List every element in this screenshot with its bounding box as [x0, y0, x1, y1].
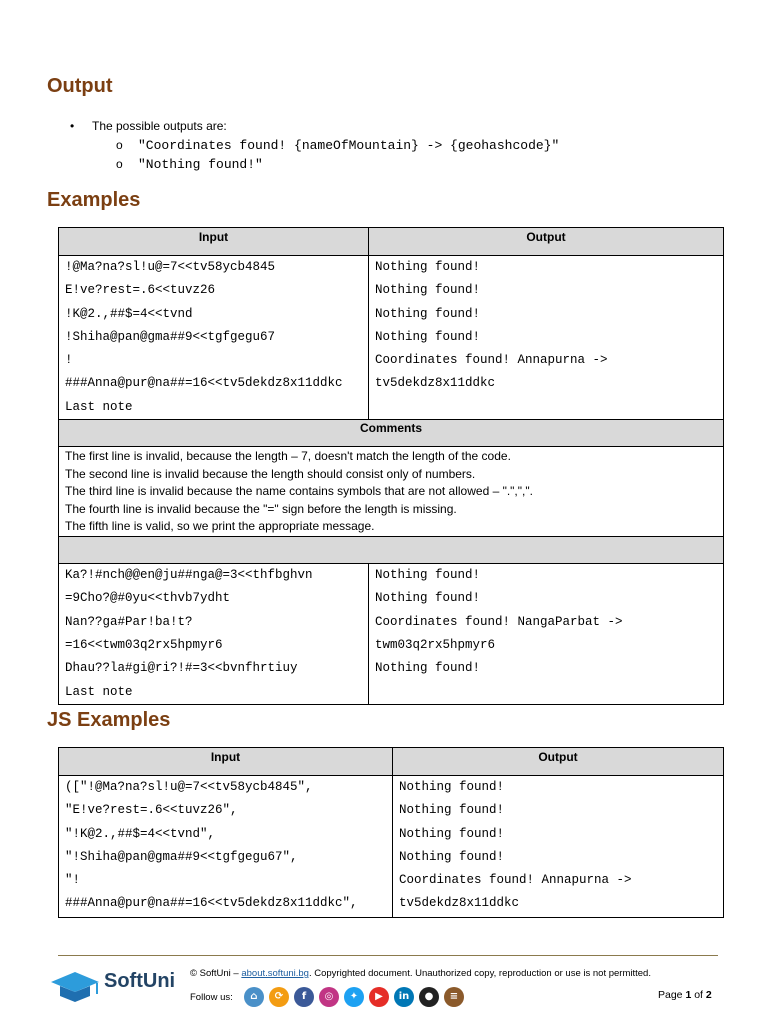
code-line: Nothing found!: [399, 849, 505, 864]
code-line: Last note: [65, 684, 133, 699]
output-heading: Output: [47, 75, 113, 97]
code-line: Ka?!#nch@@en@ju##nga@=3<<thfbghvn: [65, 568, 313, 583]
page-sep: of: [691, 989, 706, 1001]
js-output-cell: [393, 776, 724, 918]
example2-input-cell: [59, 564, 369, 705]
output-list: [70, 117, 559, 174]
example1-input-cell: [59, 256, 369, 420]
code-line: Nothing found!: [399, 826, 505, 841]
code-line: Nothing found!: [375, 591, 481, 606]
github-icon[interactable]: ●: [419, 987, 439, 1007]
output-option-item: [70, 136, 559, 155]
comment-line: The first line is invalid, because the length – 7, doesn't match the length of the code.: [65, 449, 511, 464]
footer-divider: [58, 955, 718, 956]
code-line: (["!@Ma?na?sl!u@=7<<tv58ycb4845",: [65, 780, 313, 794]
output-option-text: "Nothing found!": [138, 157, 263, 172]
separator-row: [59, 537, 724, 564]
code-line: Nothing found!: [375, 283, 481, 298]
page-current: 1: [685, 989, 692, 1001]
code-line: Nothing found!: [375, 568, 481, 583]
comment-line: The fifth line is valid, so we print the appropriate message.: [65, 519, 375, 534]
linkedin-icon[interactable]: in: [394, 987, 414, 1007]
code-line: tv5dekdz8x11ddkc: [399, 896, 520, 911]
copyright-text: [190, 968, 651, 979]
graduation-cap-icon: [51, 972, 99, 1002]
softuni-icon[interactable]: ⌂: [244, 987, 264, 1007]
code-line: !K@2.,##$=4<<tvnd: [65, 306, 193, 321]
code-line: Nothing found!: [375, 306, 481, 321]
output-intro-text: The possible outputs are:: [92, 119, 227, 133]
output-intro-item: [70, 117, 559, 136]
code-line: Nothing found!: [375, 260, 481, 274]
code-line: ###Anna@pur@na##=16<<tv5dekdz8x11ddkc: [65, 376, 343, 391]
code-line: Nothing found!: [375, 661, 481, 676]
code-line: tv5dekdz8x11ddkc: [375, 376, 496, 391]
copyright-prefix: © SoftUni –: [190, 968, 242, 979]
youtube-icon[interactable]: ▶: [369, 987, 389, 1007]
softuni-about-link[interactable]: about.softuni.bg: [241, 968, 309, 979]
code-line: !: [65, 353, 73, 368]
code-line: =16<<twm03q2rx5hpmyr6: [65, 637, 223, 652]
input-column-header: Input: [59, 228, 369, 256]
code-line: "!K@2.,##$=4<<tvnd",: [65, 826, 216, 841]
comments-cell: [59, 447, 724, 537]
js-examples-table: [58, 747, 724, 918]
output-column-header: Output: [369, 228, 724, 256]
facebook-icon[interactable]: f: [294, 987, 314, 1007]
code-line: "!: [65, 873, 81, 888]
code-line: Coordinates found! Annapurna ->: [399, 873, 632, 888]
logo-text: SoftUni: [104, 970, 176, 992]
code-line: !Shiha@pan@gma##9<<tgfgegu67: [65, 329, 276, 344]
comment-line: The fourth line is invalid because the "=" sign before the length is missing.: [65, 501, 457, 516]
code-line: E!ve?rest=.6<<tuvz26: [65, 283, 216, 298]
examples-heading: Examples: [47, 189, 141, 211]
examples-table: [58, 227, 724, 705]
code-line: =9Cho?@#0yu<<thvb7ydht: [65, 591, 231, 606]
code-line: "E!ve?rest=.6<<tuvz26",: [65, 803, 238, 818]
comment-line: The third line is invalid because the name contains symbols that are not allowed – ".",",".: [65, 484, 533, 499]
input-column-header: Input: [59, 748, 393, 776]
social-icons: [244, 987, 464, 1007]
example1-output-cell: [369, 256, 724, 420]
page-label: Page: [658, 989, 686, 1001]
code-line: Nan??ga#Par!ba!t?: [65, 614, 193, 629]
circle-bullet-icon: o: [116, 138, 123, 152]
softuni-alt-icon[interactable]: ⟳: [269, 987, 289, 1007]
code-line: Nothing found!: [375, 329, 481, 344]
output-option-item: [70, 155, 559, 174]
instagram-icon[interactable]: ◎: [319, 987, 339, 1007]
code-line: ###Anna@pur@na##=16<<tv5dekdz8x11ddkc",: [65, 896, 358, 911]
code-line: Coordinates found! NangaParbat ->: [375, 614, 623, 629]
comments-header: Comments: [59, 420, 724, 447]
comment-line: The second line is invalid because the length should consist only of numbers.: [65, 466, 476, 481]
code-line: Dhau??la#gi@ri?!#=3<<bvnfhrtiuy: [65, 661, 298, 676]
code-line: Nothing found!: [399, 780, 505, 794]
circle-bullet-icon: o: [116, 157, 123, 171]
stackoverflow-icon[interactable]: ≡: [444, 987, 464, 1007]
code-line: "!Shiha@pan@gma##9<<tgfgegu67",: [65, 849, 298, 864]
copyright-suffix: . Copyrighted document. Unauthorized copy, reproduction or use is not permitted.: [308, 968, 651, 979]
code-line: Nothing found!: [399, 803, 505, 818]
output-option-text: "Coordinates found! {nameOfMountain} -> {geohashcode}": [138, 138, 560, 153]
twitter-icon[interactable]: ✦: [344, 987, 364, 1007]
follow-us-label: Follow us:: [190, 992, 233, 1003]
example2-output-cell: [369, 564, 724, 705]
code-line: Last note: [65, 399, 133, 414]
code-line: twm03q2rx5hpmyr6: [375, 637, 496, 652]
js-examples-heading: JS Examples: [47, 709, 171, 731]
output-column-header: Output: [393, 748, 724, 776]
page-total: 2: [705, 989, 712, 1001]
code-line: Coordinates found! Annapurna ->: [375, 353, 608, 368]
bullet-icon: •: [70, 119, 75, 133]
js-input-cell: [59, 776, 393, 918]
code-line: !@Ma?na?sl!u@=7<<tv58ycb4845: [65, 260, 276, 274]
page-number: [658, 989, 712, 1001]
